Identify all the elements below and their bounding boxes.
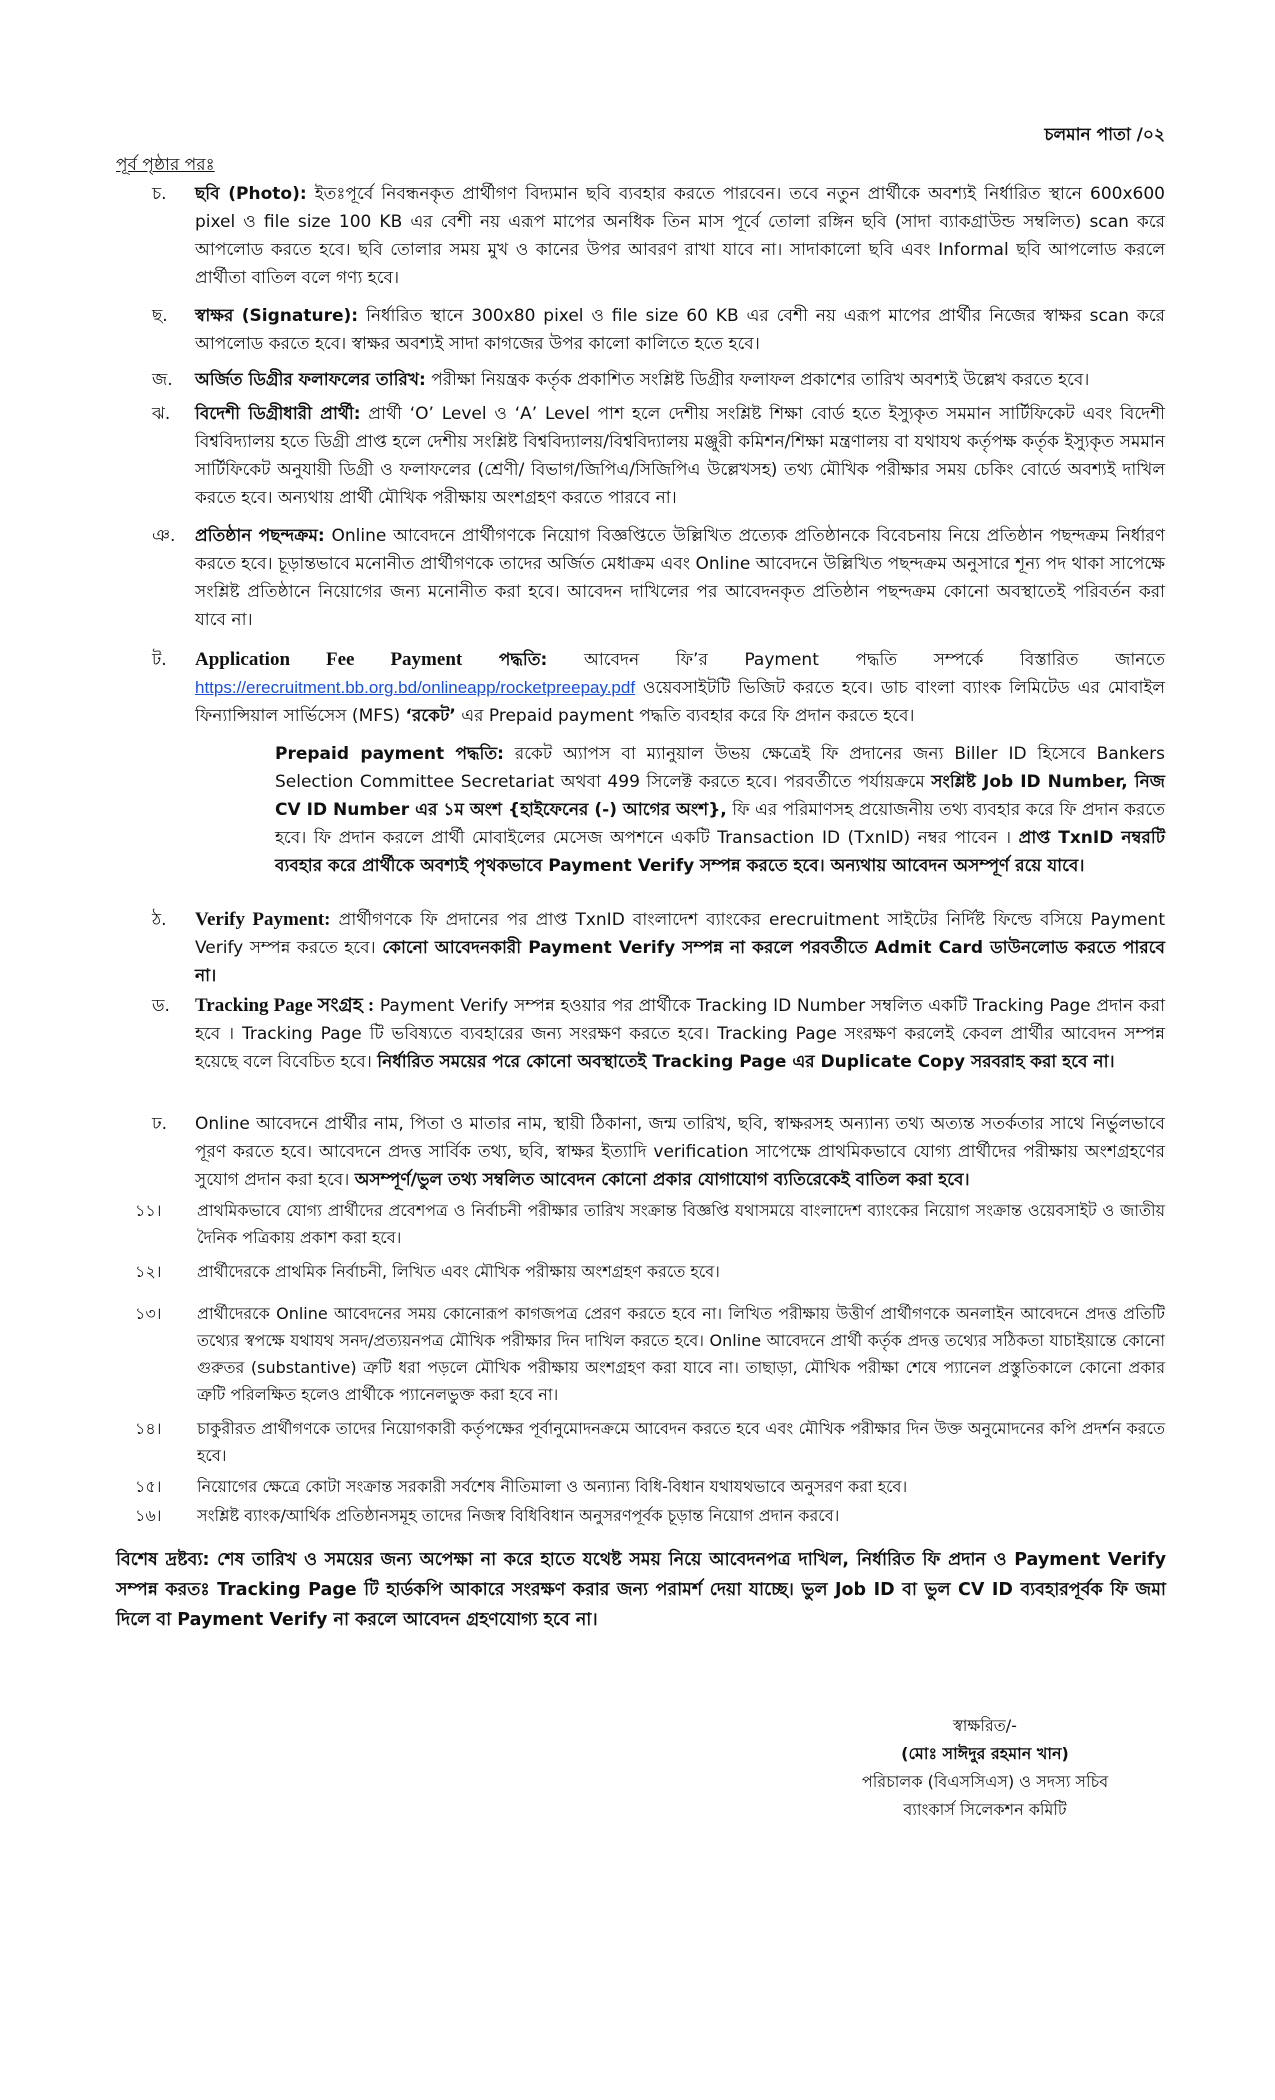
item-title: Verify Payment: (195, 909, 331, 930)
item-number: ১২। (135, 1262, 162, 1281)
item-text-1: আবেদন ফি’র Payment পদ্ধতি সম্পর্কে বিস্তারিত জানতে (583, 650, 1165, 670)
rocket-label: ‘রকেট’ (405, 706, 456, 726)
prepaid-text-1: রকেট অ্যাপস বা ম্যানুয়াল উভয় ক্ষেত্রেই ফি প্রদানের জন্য Biller ID হিসেবে Bankers Selection Committee Secretariat অথবা 499 সিলেক্ট করতে হবে। পরবর্তীতে পর্যায়ক্রমে (275, 744, 1165, 792)
item-text: চাকুরীরত প্রার্থীগণকে তাদের নিয়োগকারী কর্তৃপক্ষের পূর্বানুমোদনক্রমে আবেদন করতে হবে এবং মৌখিক পরীক্ষার দিন উক্ত অনুমোদনের কপি প্রদর্শন করতে হবে। (197, 1419, 1165, 1465)
item-marker: ঞ. (152, 526, 176, 546)
item-number: ১১। (135, 1201, 162, 1220)
item-number: ১৩। (135, 1304, 162, 1323)
item-marker: ট. (152, 650, 167, 670)
item-text-3: এর Prepaid payment পদ্ধতি ব্যবহার করে ফি প্রদান করতে হবে। (461, 706, 915, 726)
item-foreign-degree (152, 400, 1165, 512)
item-text: পরীক্ষা নিয়ন্ত্রক কর্তৃক প্রকাশিত সংশ্লিষ্ট ডিগ্রীর ফলাফল প্রকাশের তারিখ অবশ্যই উল্লেখ করতে হবে। (431, 370, 1090, 390)
prepaid-text-2: ফি এর পরিমাণসহ প্রয়োজনীয় তথ্য ব্যবহার করে ফি প্রদান করতে হবে। ফি প্রদান করলে প্রার্থী মোবাইলের মেসেজ অপশনে একটি Transaction ID (TxnID) নম্বর পাবেন । (275, 800, 1165, 848)
item-text-2: ওয়েবসাইটটি ভিজিট করতে হবে। ডাচ বাংলা ব্যাংক লিমিটেড এর মোবাইল ফিন্যান্সিয়াল সার্ভিসেস (MFS) (195, 678, 1165, 726)
item-text: প্রার্থীদেরকে প্রাথমিক নির্বাচনী, লিখিত এবং মৌখিক পরীক্ষায় অংশগ্রহণ করতে হবে। (197, 1262, 720, 1281)
item-fee-payment (152, 646, 1165, 880)
item-marker: চ. (152, 184, 167, 204)
committee-name: ব্যাংকার্স সিলেকশন কমিটি (903, 1800, 1067, 1819)
numbered-item-16 (135, 1502, 1165, 1529)
item-text: Online আবেদনে প্রার্থীগণকে নিয়োগ বিজ্ঞপ্তিতে উল্লিখিত প্রত্যেক প্রতিষ্ঠানকে বিবেচনায় নিয়ে প্রতিষ্ঠান পছন্দক্রম নির্ধারণ করতে হবে। চূড়ান্তভাবে মনোনীত প্রার্থীগণকে তাদের অর্জিত মেধাক্রম এবং Online আবেদনে উল্লিখিত পছন্দক্রম অনুসারে শূন্য পদ থাকা সাপেক্ষে সংশ্লিষ্ট প্রতিষ্ঠানে নিয়োগের জন্য মনোনীত করা হবে। আবেদন দাখিলের পর আবেদনকৃত প্রতিষ্ঠান পছন্দক্রম কোনো অবস্থাতেই পরিবর্তন করা যাবে না। (195, 526, 1166, 630)
item-text: প্রার্থীদেরকে Online আবেদনের সময় কোনোরূপ কাগজপত্র প্রেরণ করতে হবে না। লিখিত পরীক্ষায় উত্তীর্ণ প্রার্থীগণকে অনলাইন আবেদনে প্রদত্ত প্রতিটি তথ্যের স্বপক্ষে যথাযথ সনদ/প্রত্যয়নপত্র মৌখিক পরীক্ষার দিন দাখিল করতে হবে। Online আবেদনে প্রার্থী কর্তৃক প্রদত্ত তথ্যের সঠিকতা যাচাইয়ান্তে কোনো গুরুতর (substantive) ত্রুটি ধরা পড়লে মৌখিক পরীক্ষায় অংশগ্রহণ করা যাবে না। তাছাড়া, মৌখিক পরীক্ষা শেষে প্যানেল প্রস্তুতিকালে কোনো প্রকার ত্রুটি পরিলক্ষিত হলেও প্রার্থীকে প্যানেলভুক্ত করা হবে না। (197, 1304, 1165, 1404)
item-title: স্বাক্ষর (Signature): (195, 306, 359, 326)
item-title: প্রতিষ্ঠান পছন্দক্রম: (195, 526, 325, 546)
item-marker: ঢ. (152, 1114, 168, 1134)
item-text: নিয়োগের ক্ষেত্রে কোটা সংক্রান্ত সরকারী সর্বশেষ নীতিমালা ও অন্যান্য বিধি-বিধান যথাযথভাবে অনুসরণ করা হবে। (197, 1477, 908, 1496)
item-title: Tracking Page সংগ্রহ : (195, 995, 375, 1016)
continued-from-previous: পূর্ব পৃষ্ঠার পরঃ (116, 155, 215, 175)
item-text: Online আবেদনে প্রার্থীর নাম, পিতা ও মাতার নাম, স্থায়ী ঠিকানা, জন্ম তারিখ, ছবি, স্বাক্ষরসহ অন্যান্য তথ্য অত্যন্ত সতর্কতার সাথে নির্ভুলভাবে পূরণ করতে হবে। আবেদনে প্রদত্ত সার্বিক তথ্য, ছবি, স্বাক্ষর ইত্যাদি verification সাপেক্ষে প্রাথমিকভাবে যোগ্য প্রার্থীদের পরীক্ষায় অংশগ্রহণের সুযোগ প্রদান করা হবে। (195, 1114, 1165, 1190)
item-bold: কোনো আবেদনকারী Payment Verify সম্পন্ন না করলে পরবর্তীতে Admit Card ডাউনলোড করতে পারবে না। (195, 938, 1165, 986)
signature-block (805, 1712, 1165, 1824)
numbered-item-15 (135, 1473, 1165, 1500)
signatory-name: (মোঃ সাঈদুর রহমান খান) (901, 1744, 1069, 1763)
item-bold: অসম্পূর্ণ/ভুল তথ্য সম্বলিত আবেদন কোনো প্রকার যোগাযোগ ব্যতিরেকেই বাতিল করা হবে। (354, 1170, 970, 1190)
item-text: নির্ধারিত স্থানে 300x80 pixel ও file size 60 KB এর বেশী নয় এরূপ মাপের প্রার্থীর নিজের স্বাক্ষর scan করে আপলোড করতে হবে। স্বাক্ষর অবশ্যই সাদা কাগজের উপর কালো কালিতে হতে হবে। (195, 306, 1165, 354)
item-marker: ড. (152, 996, 170, 1016)
item-bold: নির্ধারিত সময়ের পরে কোনো অবস্থাতেই Tracking Page এর Duplicate Copy সরবরাহ করা হবে না। (377, 1052, 1115, 1072)
item-marker: ঝ. (152, 404, 171, 424)
item-title: বিদেশী ডিগ্রীধারী প্রার্থী: (195, 404, 361, 424)
item-text: সংশ্লিষ্ট ব্যাংক/আর্থিক প্রতিষ্ঠানসমূহ তাদের নিজস্ব বিধিবিধান অনুসরণপূর্বক চূড়ান্ত নিয়োগ প্রদান করবে। (197, 1506, 840, 1525)
item-online-form-accuracy (152, 1110, 1165, 1194)
item-text: প্রাথমিকভাবে যোগ্য প্রার্থীদের প্রবেশপত্র ও নির্বাচনী পরীক্ষার তারিখ সংক্রান্ত বিজ্ঞপ্তি যথাসময়ে বাংলাদেশ ব্যাংকের নিয়োগ সংক্রান্ত ওয়েবসাইট ও জাতীয় দৈনিক পত্রিকায় প্রকাশ করা হবে। (197, 1201, 1165, 1247)
item-institution-preference (152, 522, 1166, 634)
item-text: ইতঃপূর্বে নিবন্ধনকৃত প্রার্থীগণ বিদ্যমান ছবি ব্যবহার করতে পারবেন। তবে নতুন প্রার্থীকে অবশ্যই নির্ধারিত স্থানে 600x600 pixel ও file size 100 KB এর বেশী নয় এরূপ মাপের অনধিক তিন মাস পূর্বে তোলা রঙ্গিন ছবি (সাদা ব্যাকগ্রাউন্ড সম্বলিত) scan করে আপলোড করতে হবে। ছবি তোলার সময় মুখ ও কানের উপর আবরণ রাখা যাবে না। সাদাকালো ছবি এবং Informal ছবি আপলোড করলে প্রার্থীতা বাতিল বলে গণ্য হবে। (195, 184, 1166, 288)
item-marker: ঠ. (152, 910, 167, 930)
item-title: ছবি (Photo): (195, 184, 307, 204)
item-verify-payment (152, 906, 1165, 990)
special-note: বিশেষ দ্রষ্টব্য: শেষ তারিখ ও সময়ের জন্য অপেক্ষা না করে হাতে যথেষ্ট সময় নিয়ে আবেদনপত্র দাখিল, নির্ধারিত ফি প্রদান ও Payment Verify সম্পন্ন করতঃ Tracking Page টি হার্ডকপি আকারে সংরক্ষণ করার জন্য পরামর্শ দেয়া যাচ্ছে। ভুল Job ID বা ভুল CV ID ব্যবহারপূর্বক ফি জমা দিলে বা Payment Verify না করলে আবেদন গ্রহণযোগ্য হবে না। (116, 1550, 1166, 1630)
numbered-item-12 (135, 1258, 1165, 1285)
item-text: প্রার্থী ‘O’ Level ও ‘A’ Level পাশ হলে দেশীয় সংশ্লিষ্ট শিক্ষা বোর্ড হতে ইস্যুকৃত সমমান সার্টিফিকেট এবং বিদেশী বিশ্ববিদ্যালয় হতে ডিগ্রী প্রাপ্ত হলে দেশীয় সংশ্লিষ্ট বিশ্ববিদ্যালয়/বিশ্ববিদ্যালয় মঞ্জুরী কমিশন/শিক্ষা মন্ত্রণালয় বা যথাযথ কর্তৃপক্ষ কর্তৃক ইস্যুকৃত সমমান সার্টিফিকেট অনুযায়ী ডিগ্রী ও ফলাফলের (শ্রেণী/ বিভাগ/জিপিএ/সিজিপিএ উল্লেখসহ) তথ্য মৌখিক পরীক্ষার সময় চেকিং বোর্ডে অবশ্যই দাখিল করতে হবে। অন্যথায় প্রার্থী মৌখিক পরীক্ষায় অংশগ্রহণ করতে পারবে না। (195, 404, 1165, 508)
item-marker: ছ. (152, 306, 168, 326)
prepaid-bold-2: প্রাপ্ত TxnID নম্বরটি ব্যবহার করে প্রার্থীকে অবশ্যই পৃথকভাবে Payment Verify সম্পন্ন করতে হবে। অন্যথায় আবেদন অসম্পূর্ণ রয়ে যাবে। (275, 828, 1165, 876)
item-title: অর্জিত ডিগ্রীর ফলাফলের তারিখ: (195, 370, 426, 390)
item-number: ১৬। (135, 1506, 162, 1525)
signatory-designation: পরিচালক (বিএসসিএস) ও সদস্য সচিব (861, 1772, 1109, 1791)
item-title-bn: পদ্ধতি: (498, 650, 548, 670)
numbered-item-14 (135, 1415, 1165, 1469)
prepaid-bold-1: সংশ্লিষ্ট Job ID Number, নিজ CV ID Number এর ১ম অংশ {হাইফেনের (-) আগের অংশ}, (275, 772, 1165, 820)
prepaid-payment-block (275, 740, 1165, 880)
prepaid-title: Prepaid payment পদ্ধতি: (275, 744, 504, 764)
item-photo (152, 180, 1166, 292)
numbered-item-13 (135, 1300, 1165, 1408)
item-signature (152, 302, 1165, 358)
item-marker: জ. (152, 370, 173, 390)
instructions-link[interactable]: https://erecruitment.bb.org.bd/onlineapp/rocketpreepay.pdf (195, 678, 636, 697)
item-number: ১৪। (135, 1419, 162, 1438)
item-tracking-page (152, 992, 1166, 1076)
item-text: প্রার্থীগণকে ফি প্রদানের পর প্রাপ্ত TxnID বাংলাদেশ ব্যাংকের erecruitment সাইটের নির্দিষ্ট ফিল্ডে বসিয়ে Payment Verify সম্পন্ন করতে হবে। (195, 910, 1165, 958)
item-title-en: Application Fee Payment (195, 649, 463, 670)
numbered-item-11 (135, 1197, 1165, 1251)
item-result-date (152, 366, 1165, 394)
signed-label: স্বাক্ষরিত/- (953, 1716, 1017, 1735)
item-number: ১৫। (135, 1477, 162, 1496)
page-number: চলমান পাতা /০২ (1044, 125, 1165, 145)
item-text: Payment Verify সম্পন্ন হওয়ার পর প্রার্থীকে Tracking ID Number সম্বলিত একটি Tracking Page প্রদান করা হবে । Tracking Page টি ভবিষ্যতে ব্যবহারের জন্য সংরক্ষণ করতে হবে। Tracking Page সংরক্ষণ করলেই কেবল প্রার্থীর আবেদন সম্পন্ন হয়েছে বলে বিবেচিত হবে। (195, 996, 1166, 1072)
